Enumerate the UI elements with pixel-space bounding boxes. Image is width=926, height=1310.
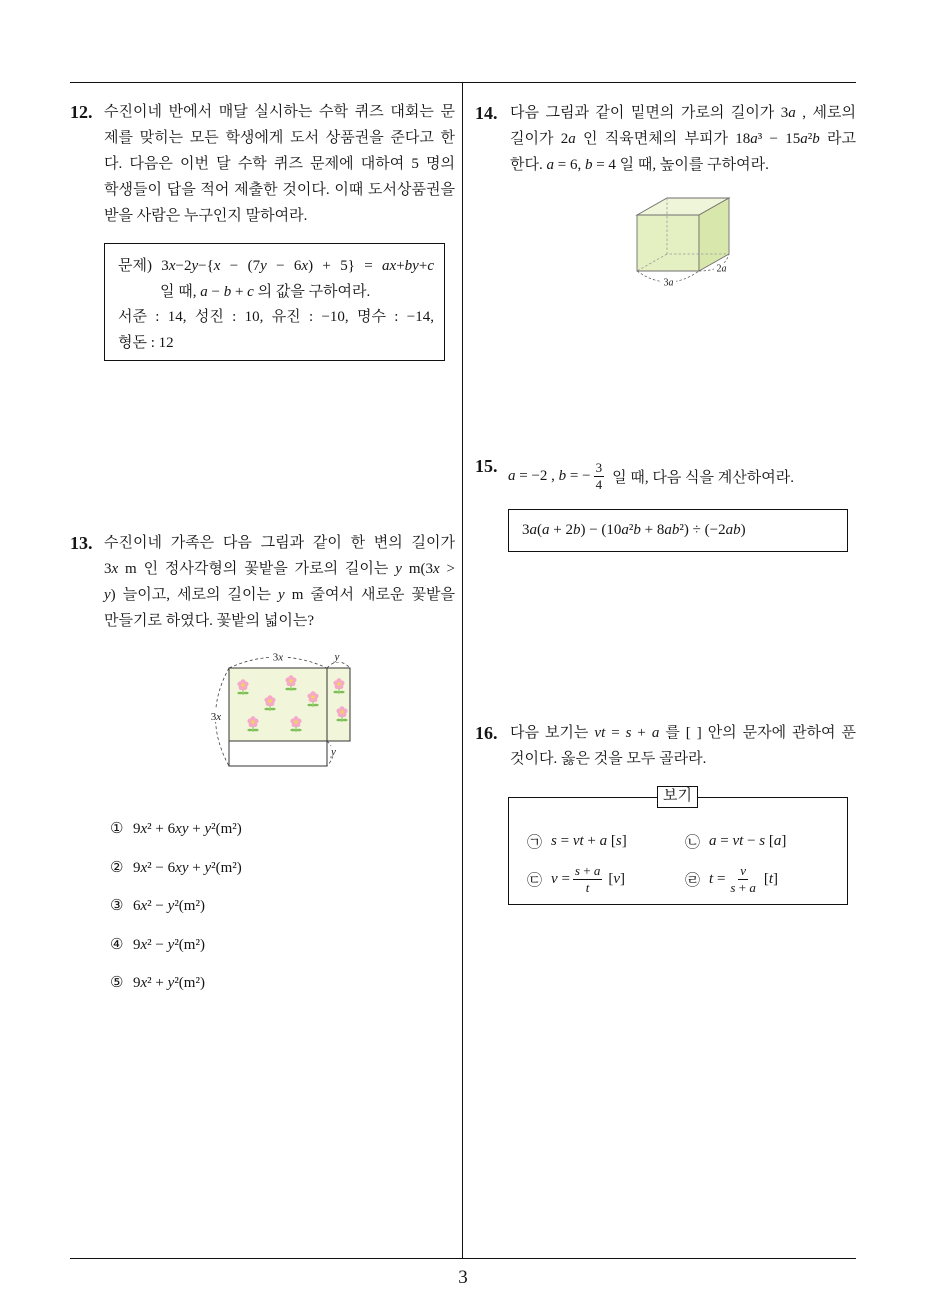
example-box (508, 788, 848, 905)
math-variable: b (223, 283, 232, 300)
text-line: 수진이네 가족은 다음 그림과 같이 한 변의 길이가 (104, 535, 455, 551)
choice-mark: ㉣ (685, 872, 701, 889)
fraction (594, 461, 605, 492)
math-variable: x (140, 936, 148, 953)
flower-garden-figure (200, 645, 360, 775)
question-number-16: 16. (475, 723, 498, 743)
option-2 (110, 855, 242, 894)
math-variable: t (579, 832, 584, 849)
question-13-text (104, 530, 455, 634)
answers-line: 서준 : 14, 성진 : 10, 유진 : −10, 명수 : −14, (118, 309, 434, 325)
choice-formula: s = vt + a [s] (551, 832, 627, 849)
math-variable: y (260, 258, 267, 274)
math-variable: a (508, 467, 516, 484)
math-variable: a (546, 157, 554, 173)
option-expression: 6x² − y²(m²) (133, 898, 205, 914)
answer-options (110, 816, 242, 1009)
cuboid-front-face (637, 215, 699, 271)
example-box-label: 보기 (657, 786, 698, 808)
math-variable: x (389, 258, 397, 274)
column-divider (462, 82, 463, 1259)
option-1 (110, 816, 242, 855)
math-variable: b (633, 522, 641, 538)
option-number: ⑤ (110, 975, 124, 991)
math-variable: v (613, 870, 620, 887)
question-12-text (104, 99, 455, 229)
option-3 (110, 893, 242, 932)
question-15-text (508, 459, 794, 492)
math-variable: a (621, 522, 629, 538)
math-variable: b (572, 522, 581, 538)
condition-suffix: 일 때, 다음 식을 계산하여라. (612, 469, 794, 486)
option-number: ③ (110, 898, 124, 914)
math-variable: y (181, 859, 189, 876)
choice-mark: ㉢ (527, 872, 543, 889)
math-variable: v (551, 870, 558, 887)
math-variable: s (615, 832, 622, 849)
math-variable: t (601, 725, 606, 741)
math-variable: y (104, 587, 111, 603)
math-variable: a (773, 832, 782, 849)
page-number: 3 (458, 1267, 468, 1288)
question-number-14: 14. (475, 103, 498, 123)
fraction-numerator: s + a (574, 862, 601, 878)
option-5 (110, 970, 242, 1009)
option-4 (110, 932, 242, 971)
question-number-15: 15. (475, 456, 498, 476)
math-variable: a (568, 131, 576, 147)
text-line: 다음 그림과 같이 밑면의 가로의 길이가 3a , 세로의 (510, 105, 856, 121)
math-variable: b (671, 522, 680, 538)
math-variable: y (181, 821, 189, 837)
math-variable: s (759, 832, 766, 849)
fraction-denominator: s + a (730, 879, 756, 895)
top-extension-label: y (334, 651, 340, 663)
choice-3 (527, 861, 625, 897)
choice-lhs: v = (551, 870, 570, 887)
choice-2 (685, 823, 786, 859)
cuboid-figure (628, 190, 738, 290)
math-variable: x (175, 821, 182, 837)
math-variable: y (167, 898, 175, 914)
math-variable: b (812, 131, 820, 147)
fraction (573, 864, 602, 895)
text-line: y) 늘이고, 세로의 길이는 y m 줄여서 새로운 꽃밭을 (104, 587, 455, 603)
choice-mark: ㉡ (685, 834, 701, 851)
math-variable: t (739, 832, 744, 849)
math-variable: y (278, 587, 285, 603)
expression: 3a(a + 2b) − (10a²b + 8ab²) ÷ (−2ab) (522, 522, 746, 538)
math-variable: a (725, 522, 734, 538)
math-variable: v (740, 862, 746, 878)
text-line: 것이다. 옳은 것을 모두 골라라. (510, 751, 707, 767)
math-variable: x (301, 258, 309, 274)
math-variable: x (140, 821, 148, 837)
text-line: 3x m 인 정사각형의 꽃밭을 가로의 길이는 y m(3x > (104, 561, 455, 577)
math-variable: v (594, 725, 602, 741)
math-variable: x (175, 859, 182, 876)
text-line: 받을 사람은 누구인지 말하여라. (104, 208, 308, 224)
question-number-12: 12. (70, 102, 93, 122)
option-expression: 9x² − 6xy + y²(m²) (133, 859, 242, 876)
fraction-numerator (738, 864, 748, 880)
option-number: ④ (110, 936, 124, 953)
math-variable: a (593, 862, 601, 878)
fraction-denominator (584, 880, 592, 895)
math-variable: a (200, 283, 208, 300)
math-variable: a (651, 725, 660, 741)
math-variable: a (599, 832, 608, 849)
text-line: 다. 다음은 이번 달 수학 퀴즈 문제에 대하여 5 명의 (104, 156, 455, 172)
bottom-rule (70, 1258, 856, 1259)
math-variable: y (167, 975, 175, 991)
math-variable: x (168, 258, 176, 274)
math-variable: x (140, 975, 148, 991)
math-variable: t (585, 879, 590, 895)
choice-formula: a = vt − s [a] (709, 832, 787, 849)
problem-line: 문제) 3x−2y−{x − (7y − 6x) + 5} = ax+by+c (118, 258, 434, 274)
choice-target: [v] (608, 870, 625, 887)
math-variable: b (584, 157, 593, 173)
math-variable: s (574, 862, 580, 878)
math-variable: a (749, 879, 756, 895)
text-line: 학생들이 답을 적어 제출한 것이다. 이때 도서상품권을 (104, 182, 455, 198)
left-dimension-label: 3x (210, 711, 222, 723)
top-dimension-label: 3x (272, 651, 284, 664)
top-rule (70, 82, 856, 83)
math-variable: y (204, 859, 212, 876)
fraction (728, 864, 757, 895)
fraction-numerator: 3 (595, 459, 603, 475)
bottom-reduction-label: y (331, 746, 336, 758)
math-variable: x (213, 258, 221, 274)
math-variable: b (558, 467, 567, 484)
math-variable: a (542, 522, 550, 538)
math-variable: y (412, 258, 419, 274)
math-variable: a (382, 258, 390, 274)
math-variable: v (732, 832, 740, 849)
math-variable: x (140, 859, 148, 876)
width-dimension-label: 3a (663, 277, 674, 289)
math-variable: a (750, 131, 758, 147)
math-variable: t (709, 870, 714, 887)
text-line: 제를 맞히는 모든 학생에게 도서 상품권을 준다고 한 (104, 130, 455, 146)
expression-box (508, 509, 848, 552)
option-number: ① (110, 821, 124, 837)
answers-line: 형돈 : 12 (118, 334, 174, 351)
text-line: 만들기로 하였다. 꽃밭의 넓이는? (104, 613, 315, 629)
text-line: 한다. a = 6, b = 4 일 때, 높이를 구하여라. (510, 157, 769, 173)
math-variable: y (191, 258, 199, 274)
reduced-strip (229, 741, 327, 766)
question-14-text (510, 100, 856, 178)
math-variable: s (625, 725, 632, 741)
condition-prefix: a = −2 , b = − (508, 467, 591, 484)
math-variable: x (140, 898, 148, 914)
math-variable: y (167, 936, 175, 953)
math-variable: y (395, 561, 402, 577)
text-line: 다음 보기는 vt = s + a 를 [ ] 안의 문자에 관하여 푼 (510, 725, 856, 741)
depth-dimension-label: 2a (716, 263, 727, 275)
math-variable: b (733, 522, 741, 538)
choice-lhs: t = (709, 870, 726, 887)
math-variable: a (800, 131, 808, 147)
math-variable: c (247, 283, 254, 300)
question-number-13: 13. (70, 533, 93, 553)
choice-4 (685, 861, 778, 897)
text-line: 수진이네 반에서 매달 실시하는 수학 퀴즈 대회는 문 (104, 104, 455, 120)
math-variable: s (551, 832, 557, 849)
math-variable: a (664, 522, 672, 538)
choice-target: [t] (763, 870, 778, 887)
option-number: ② (110, 859, 124, 876)
math-variable: y (204, 821, 212, 837)
math-variable: x (111, 561, 119, 577)
option-expression: 9x² + y²(m²) (133, 975, 205, 991)
math-variable: c (427, 258, 434, 274)
math-variable: x (432, 561, 440, 577)
math-variable: v (572, 832, 580, 849)
choice-mark: ㉠ (527, 834, 543, 851)
option-expression: 9x² − y²(m²) (133, 936, 205, 953)
fraction-denominator: 4 (595, 476, 603, 492)
math-variable: t (768, 870, 773, 887)
problem-line: 일 때, a − b + c 의 값을 구하여라. (160, 283, 371, 300)
question-16-text (510, 720, 856, 772)
problem-box (104, 243, 445, 361)
math-variable: a (709, 832, 717, 849)
choice-1 (527, 823, 627, 859)
math-variable: a (529, 522, 537, 538)
math-variable: a (788, 105, 796, 121)
text-line: 길이가 2a 인 직육면체의 부피가 18a³ − 15a²b 라고 (510, 131, 856, 147)
option-expression: 9x² + 6xy + y²(m²) (133, 821, 242, 837)
math-variable: b (404, 258, 413, 274)
math-variable: s (730, 879, 736, 895)
